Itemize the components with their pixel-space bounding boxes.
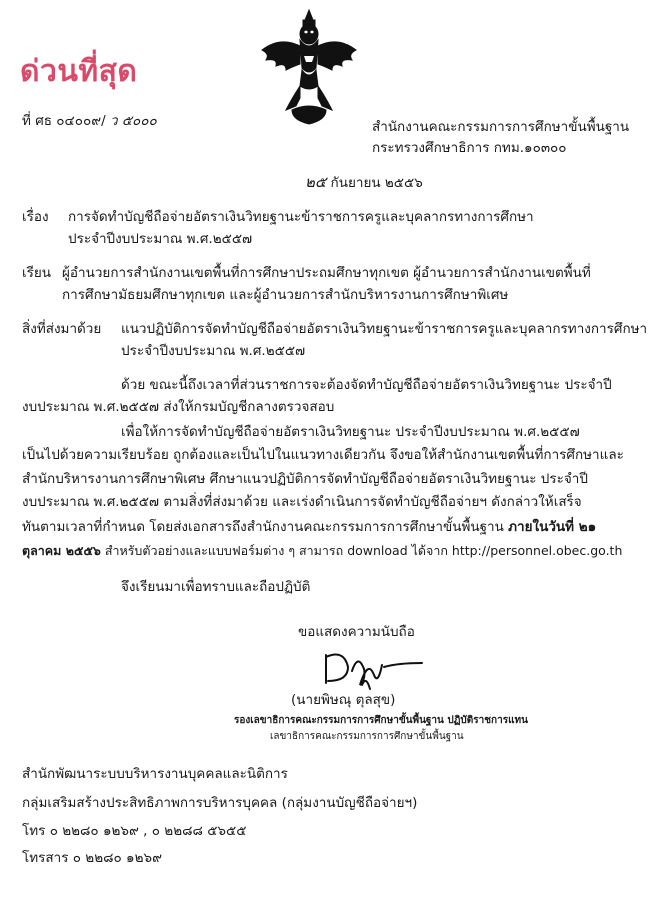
signatory-title-1: รองเลขาธิการคณะกรรมการการศึกษาขั้นพื้นฐาน ปฏิบัติราชการแทน: [234, 715, 528, 726]
to-label: เรียน: [22, 265, 52, 281]
subject-label: เรื่อง: [22, 209, 49, 225]
enclosure-line-1: แนวปฏิบัติการจัดทำบัญชีถือจ่ายอัตราเงินวิทยฐานะข้าราชการครูและบุคลากรทางการศึกษา: [121, 321, 648, 337]
enclosure-line-2: ประจำปีงบประมาณ พ.ศ.๒๕๕๗: [121, 343, 306, 359]
to-line-1: ผู้อำนวยการสำนักงานเขตพื้นที่การศึกษาประถมศึกษาทุกเขต ผู้อำนวยการสำนักงานเขตพื้นที่: [62, 265, 591, 281]
footer-department: สำนักพัฒนาระบบบริหารงานบุคคลและนิติการ: [22, 766, 288, 782]
handwritten-number: ว ๕๐๐๐: [109, 113, 157, 129]
paragraph-3: จึงเรียนมาเพื่อทราบและถือปฏิบัติ: [121, 579, 311, 595]
footer-fax: โทรสาร ๐ ๒๒๘๐ ๑๒๖๙: [22, 850, 162, 866]
closing-regards: ขอแสดงความนับถือ: [298, 624, 415, 640]
deadline-text: ภายในวันที่ ๒๑: [508, 519, 597, 535]
deadline-date: ตุลาคม ๒๕๕๖: [22, 543, 101, 558]
footer-phone: โทร ๐ ๒๒๘๐ ๑๒๖๙ , ๐ ๒๒๘๘ ๕๖๕๕: [22, 823, 247, 839]
paragraph-1-line-1: ด้วย ขณะนี้ถึงเวลาที่ส่วนราชการจะต้องจัดทำบัญชีถือจ่ายอัตราเงินวิทยฐานะ ประจำปี: [121, 377, 612, 393]
signatory-title-2: เลขาธิการคณะกรรมการการศึกษาขั้นพื้นฐาน: [270, 731, 464, 742]
footer-group: กลุ่มเสริมสร้างประสิทธิภาพการบริหารบุคคล (กลุ่มงานบัญชีถือจ่ายฯ): [22, 795, 418, 811]
enclosure-label: สิ่งที่ส่งมาด้วย: [22, 321, 102, 337]
paragraph-2-line-3: สำนักบริหารงานการศึกษาพิเศษ ศึกษาแนวปฏิบัติการจัดทำบัญชีถือจ่ายอัตราเงินวิทยฐานะ ประจำปี: [22, 471, 588, 487]
signature-icon: [318, 645, 428, 693]
office-address: กระทรวงศึกษาธิการ กทม.๑๐๓๐๐: [372, 140, 567, 156]
subject-line-2: ประจำปีงบประมาณ พ.ศ.๒๕๕๗: [68, 231, 253, 247]
handwritten-day: ๒๕: [305, 173, 327, 191]
letter-date: ๒๕ กันยายน ๒๕๕๖: [305, 173, 423, 191]
to-line-2: การศึกษามัธยมศึกษาทุกเขต และผู้อำนวยการสำนักบริหารงานการศึกษาพิเศษ: [62, 287, 509, 303]
paragraph-1-line-2: งบประมาณ พ.ศ.๒๕๕๗ ส่งให้กรมบัญชีกลางตรวจสอบ: [22, 399, 335, 415]
urgent-stamp: ด่วนที่สุด: [20, 54, 138, 89]
signatory-name: (นายพิษณุ ตุลสุข): [291, 692, 396, 708]
paragraph-2-line-5: ทันตามเวลาที่กำหนด โดยส่งเอกสารถึงสำนักงานคณะกรรมการการศึกษาขั้นพื้นฐาน ภายในวันที่ ๒๑: [22, 519, 597, 535]
paragraph-2-line-1: เพื่อให้การจัดทำบัญชีถือจ่ายอัตราเงินวิทยฐานะ ประจำปีงบประมาณ พ.ศ.๒๕๕๗: [121, 424, 580, 440]
subject-line-1: การจัดทำบัญชีถือจ่ายอัตราเงินวิทยฐานะข้าราชการครูและบุคลากรทางการศึกษา: [68, 209, 534, 225]
garuda-emblem-icon: [256, 6, 362, 128]
office-name: สำนักงานคณะกรรมการการศึกษาขั้นพื้นฐาน: [372, 119, 630, 135]
paragraph-2-line-2: เป็นไปด้วยความเรียบร้อย ถูกต้องและเป็นไปในแนวทางเดียวกัน จึงขอให้สำนักงานเขตพื้นที่การศึกษาและ: [22, 447, 624, 463]
paragraph-2-line-4: งบประมาณ พ.ศ.๒๕๕๗ ตามสิ่งที่ส่งมาด้วย และเร่งดำเนินการจัดทำบัญชีถือจ่ายฯ ดังกล่าวให้เสร็จ: [22, 494, 582, 510]
document-number: ที่ ศธ ๐๔๐๐๙/ ว ๕๐๐๐: [22, 113, 157, 129]
paragraph-2-line-6: ตุลาคม ๒๕๕๖ สำหรับตัวอย่างและแบบฟอร์มต่าง ๆ สามารถ download ได้จาก http://personnel.obec.go.th: [22, 543, 623, 558]
